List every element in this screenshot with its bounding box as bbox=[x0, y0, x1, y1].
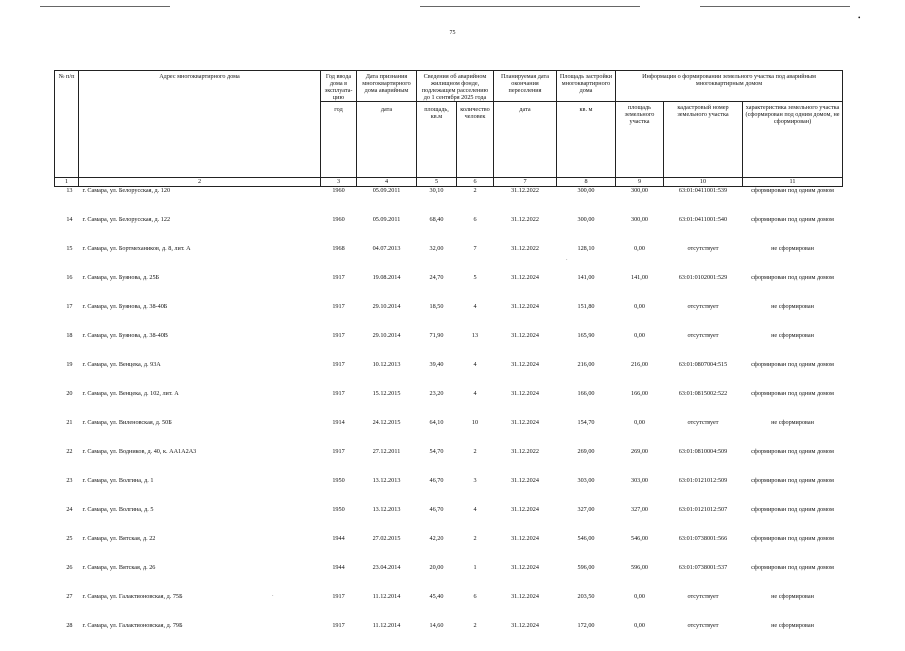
row-building-area: 546,00 bbox=[557, 535, 616, 564]
row-number: 23 bbox=[55, 477, 79, 506]
table-row bbox=[55, 187, 843, 217]
row-area: 54,70 bbox=[417, 448, 457, 477]
row-land-area: 216,00 bbox=[616, 361, 664, 390]
row-status: сформирован под одним домом bbox=[743, 506, 843, 535]
row-planned-date: 31.12.2024 bbox=[494, 303, 557, 332]
row-building-area: 203,50 bbox=[557, 593, 616, 622]
row-people: 6 bbox=[457, 593, 494, 622]
row-area: 39,40 bbox=[417, 361, 457, 390]
row-cadastral: 63:01:0738001:566 bbox=[664, 535, 743, 564]
row-number: 14 bbox=[55, 216, 79, 245]
row-status: сформирован под одним домом bbox=[743, 187, 843, 217]
row-people: 2 bbox=[457, 448, 494, 477]
row-address: г. Самара, ул. Галактионовская, д. 79Б bbox=[79, 622, 321, 651]
row-building-area: 172,00 bbox=[557, 622, 616, 651]
colnum: 5 bbox=[417, 178, 457, 187]
unit-sqm: кв. м bbox=[557, 102, 616, 178]
row-recognition-date: 04.07.2013 bbox=[357, 245, 417, 274]
row-recognition-date: 05.09.2011 bbox=[357, 187, 417, 217]
header-recognition-date: Дата признания многоквартирного дома аварийным bbox=[357, 71, 417, 102]
row-year: 1968 bbox=[321, 245, 357, 274]
table-row bbox=[55, 361, 843, 390]
row-land-area: 0,00 bbox=[616, 245, 664, 274]
row-area: 14,60 bbox=[417, 622, 457, 651]
row-address: г. Самара, ул. Водников, д. 40, к. АА1А2А3 bbox=[79, 448, 321, 477]
unit-year: год bbox=[321, 102, 357, 178]
row-building-area: 300,00 bbox=[557, 216, 616, 245]
scan-dot: • bbox=[858, 14, 860, 22]
row-status: сформирован под одним домом bbox=[743, 448, 843, 477]
row-people: 6 bbox=[457, 216, 494, 245]
row-land-area: 0,00 bbox=[616, 419, 664, 448]
row-area: 46,70 bbox=[417, 477, 457, 506]
row-year: 1917 bbox=[321, 448, 357, 477]
table-row bbox=[55, 332, 843, 361]
table-row bbox=[55, 477, 843, 506]
emergency-housing-table bbox=[54, 70, 843, 651]
unit-area: площадь, кв.м bbox=[417, 102, 457, 178]
colnum: 6 bbox=[457, 178, 494, 187]
row-building-area: 141,00 bbox=[557, 274, 616, 303]
row-year: 1917 bbox=[321, 390, 357, 419]
row-address: г. Самара, ул. Белорусская, д. 120 bbox=[79, 187, 321, 217]
row-year: 1917 bbox=[321, 332, 357, 361]
row-people: 7 bbox=[457, 245, 494, 274]
row-status: сформирован под одним домом bbox=[743, 274, 843, 303]
table-row bbox=[55, 564, 843, 593]
row-status: не сформирован bbox=[743, 303, 843, 332]
row-address: г. Самара, ул. Венцека, д. 93А bbox=[79, 361, 321, 390]
table-row bbox=[55, 303, 843, 332]
row-area: 64,10 bbox=[417, 419, 457, 448]
row-area: 71,90 bbox=[417, 332, 457, 361]
row-recognition-date: 11.12.2014 bbox=[357, 593, 417, 622]
header-num: № п/п bbox=[55, 71, 79, 178]
row-land-area: 0,00 bbox=[616, 622, 664, 651]
row-address: г. Самара, ул. Волгина, д. 5 bbox=[79, 506, 321, 535]
row-area: 23,20 bbox=[417, 390, 457, 419]
row-area: 42,20 bbox=[417, 535, 457, 564]
table-row bbox=[55, 216, 843, 245]
row-area: 30,10 bbox=[417, 187, 457, 217]
row-building-area: 165,90 bbox=[557, 332, 616, 361]
row-planned-date: 31.12.2024 bbox=[494, 506, 557, 535]
table-row bbox=[55, 593, 843, 622]
row-cadastral: отсутствует bbox=[664, 622, 743, 651]
table-row bbox=[55, 390, 843, 419]
row-status: сформирован под одним домом bbox=[743, 361, 843, 390]
row-number: 22 bbox=[55, 448, 79, 477]
row-land-area: 0,00 bbox=[616, 303, 664, 332]
row-area: 46,70 bbox=[417, 506, 457, 535]
row-year: 1917 bbox=[321, 361, 357, 390]
row-planned-date: 31.12.2024 bbox=[494, 535, 557, 564]
row-year: 1960 bbox=[321, 216, 357, 245]
row-area: 32,00 bbox=[417, 245, 457, 274]
row-address: г. Самара, ул. Буянова, д. 38-40Б bbox=[79, 303, 321, 332]
row-building-area: 166,00 bbox=[557, 390, 616, 419]
row-people: 2 bbox=[457, 535, 494, 564]
table-row bbox=[55, 535, 843, 564]
row-building-area: 327,00 bbox=[557, 506, 616, 535]
row-cadastral: 63:01:0102001:529 bbox=[664, 274, 743, 303]
colnum: 3 bbox=[321, 178, 357, 187]
row-cadastral: 63:01:0411001:540 bbox=[664, 216, 743, 245]
row-number: 27 bbox=[55, 593, 79, 622]
row-people: 10 bbox=[457, 419, 494, 448]
header-planned-date: Планируемая дата окончания переселения bbox=[494, 71, 557, 102]
table-row bbox=[55, 622, 843, 651]
row-address: г. Самара, ул. Буянова, д. 38-40В bbox=[79, 332, 321, 361]
table-row bbox=[55, 448, 843, 477]
row-cadastral: 63:01:0738001:537 bbox=[664, 564, 743, 593]
row-address: г. Самара, ул. Венцека, д. 102, лит. А bbox=[79, 390, 321, 419]
header-characteristic: характеристика земельного участка (сформирован под одним домом, не сформирован) bbox=[743, 102, 843, 178]
row-planned-date: 31.12.2024 bbox=[494, 477, 557, 506]
row-building-area: 300,00 bbox=[557, 187, 616, 217]
row-status: сформирован под одним домом bbox=[743, 216, 843, 245]
row-number: 16 bbox=[55, 274, 79, 303]
header-cadastral: кадастровый номер земельного участка bbox=[664, 102, 743, 178]
row-planned-date: 31.12.2024 bbox=[494, 419, 557, 448]
table-body bbox=[55, 187, 843, 651]
row-status: не сформирован bbox=[743, 593, 843, 622]
row-building-area: 128,10 bbox=[557, 245, 616, 274]
header-land-area: площадь земельного участка bbox=[616, 102, 664, 178]
row-cadastral: отсутствует bbox=[664, 419, 743, 448]
row-number: 15 bbox=[55, 245, 79, 274]
row-recognition-date: 29.10.2014 bbox=[357, 303, 417, 332]
row-area: 24,70 bbox=[417, 274, 457, 303]
row-land-area: 0,00 bbox=[616, 593, 664, 622]
row-year: 1944 bbox=[321, 564, 357, 593]
scan-edge-line-right bbox=[700, 6, 850, 7]
colnum: 11 bbox=[743, 178, 843, 187]
unit-date: дата bbox=[357, 102, 417, 178]
row-number: 18 bbox=[55, 332, 79, 361]
row-number: 20 bbox=[55, 390, 79, 419]
row-people: 2 bbox=[457, 187, 494, 217]
row-planned-date: 31.12.2024 bbox=[494, 622, 557, 651]
row-area: 18,50 bbox=[417, 303, 457, 332]
row-land-area: 546,00 bbox=[616, 535, 664, 564]
row-number: 19 bbox=[55, 361, 79, 390]
row-area: 45,40 bbox=[417, 593, 457, 622]
row-people: 4 bbox=[457, 390, 494, 419]
page-number: 75 bbox=[0, 30, 905, 36]
row-people: 4 bbox=[457, 361, 494, 390]
row-planned-date: 31.12.2022 bbox=[494, 216, 557, 245]
row-year: 1917 bbox=[321, 303, 357, 332]
row-building-area: 596,00 bbox=[557, 564, 616, 593]
row-building-area: 154,70 bbox=[557, 419, 616, 448]
row-cadastral: 63:01:0411001:539 bbox=[664, 187, 743, 217]
colnum: 9 bbox=[616, 178, 664, 187]
row-people: 4 bbox=[457, 506, 494, 535]
colnum: 7 bbox=[494, 178, 557, 187]
row-number: 26 bbox=[55, 564, 79, 593]
row-address: г. Самара, ул. Вятская, д. 26 bbox=[79, 564, 321, 593]
row-building-area: 303,00 bbox=[557, 477, 616, 506]
row-planned-date: 31.12.2022 bbox=[494, 187, 557, 217]
row-year: 1914 bbox=[321, 419, 357, 448]
row-status: сформирован под одним домом bbox=[743, 535, 843, 564]
row-land-area: 300,00 bbox=[616, 187, 664, 217]
row-area: 20,00 bbox=[417, 564, 457, 593]
row-building-area: 151,80 bbox=[557, 303, 616, 332]
header-year: Год ввода дома в эксплуата-цию bbox=[321, 71, 357, 102]
row-cadastral: отсутствует bbox=[664, 332, 743, 361]
row-planned-date: 31.12.2024 bbox=[494, 332, 557, 361]
row-area: 68,40 bbox=[417, 216, 457, 245]
row-recognition-date: 13.12.2013 bbox=[357, 506, 417, 535]
header-fund-info: Сведения об аварийном жилищном фонде, подлежащем расселению до 1 сентября 2025 года bbox=[417, 71, 494, 102]
row-cadastral: отсутствует bbox=[664, 593, 743, 622]
row-recognition-date: 24.12.2015 bbox=[357, 419, 417, 448]
row-recognition-date: 10.12.2013 bbox=[357, 361, 417, 390]
row-year: 1917 bbox=[321, 622, 357, 651]
row-cadastral: 63:01:0121012:507 bbox=[664, 506, 743, 535]
row-number: 25 bbox=[55, 535, 79, 564]
row-recognition-date: 23.04.2014 bbox=[357, 564, 417, 593]
table-row bbox=[55, 419, 843, 448]
table-row bbox=[55, 274, 843, 303]
row-cadastral: 63:01:0807004:515 bbox=[664, 361, 743, 390]
row-recognition-date: 11.12.2014 bbox=[357, 622, 417, 651]
row-planned-date: 31.12.2024 bbox=[494, 390, 557, 419]
row-number: 28 bbox=[55, 622, 79, 651]
header-address: Адрес многоквартирного дома bbox=[79, 71, 321, 178]
row-address: г. Самара, ул. Виленовская, д. 50Б bbox=[79, 419, 321, 448]
row-number: 21 bbox=[55, 419, 79, 448]
header-building-area: Площадь застройки многоквартирного дома bbox=[557, 71, 616, 102]
row-land-area: 141,00 bbox=[616, 274, 664, 303]
row-land-area: 0,00 bbox=[616, 332, 664, 361]
row-year: 1960 bbox=[321, 187, 357, 217]
scan-dot: · bbox=[272, 594, 274, 599]
row-year: 1944 bbox=[321, 535, 357, 564]
colnum: 10 bbox=[664, 178, 743, 187]
colnum: 1 bbox=[55, 178, 79, 187]
row-cadastral: отсутствует bbox=[664, 245, 743, 274]
row-recognition-date: 29.10.2014 bbox=[357, 332, 417, 361]
row-land-area: 303,00 bbox=[616, 477, 664, 506]
scan-dot: · bbox=[566, 258, 568, 263]
row-planned-date: 31.12.2024 bbox=[494, 564, 557, 593]
row-address: г. Самара, ул. Буянова, д. 25Б bbox=[79, 274, 321, 303]
unit-planned-date: дата bbox=[494, 102, 557, 178]
row-year: 1917 bbox=[321, 274, 357, 303]
row-year: 1950 bbox=[321, 477, 357, 506]
row-building-area: 269,00 bbox=[557, 448, 616, 477]
row-cadastral: 63:01:0810004:509 bbox=[664, 448, 743, 477]
row-year: 1950 bbox=[321, 506, 357, 535]
row-land-area: 269,00 bbox=[616, 448, 664, 477]
row-people: 1 bbox=[457, 564, 494, 593]
row-recognition-date: 05.09.2011 bbox=[357, 216, 417, 245]
row-year: 1917 bbox=[321, 593, 357, 622]
row-status: не сформирован bbox=[743, 622, 843, 651]
row-recognition-date: 13.12.2013 bbox=[357, 477, 417, 506]
row-recognition-date: 19.08.2014 bbox=[357, 274, 417, 303]
scan-edge-line-left bbox=[40, 6, 170, 7]
row-people: 5 bbox=[457, 274, 494, 303]
row-cadastral: 63:01:0121012:509 bbox=[664, 477, 743, 506]
row-land-area: 300,00 bbox=[616, 216, 664, 245]
colnum: 2 bbox=[79, 178, 321, 187]
row-status: не сформирован bbox=[743, 332, 843, 361]
header-land-info: Информация о формировании земельного участка под аварийным многоквартирным домом bbox=[616, 71, 843, 102]
row-address: г. Самара, ул. Галактионовская, д. 75Б bbox=[79, 593, 321, 622]
row-people: 2 bbox=[457, 622, 494, 651]
table-row bbox=[55, 245, 843, 274]
row-recognition-date: 15.12.2015 bbox=[357, 390, 417, 419]
row-planned-date: 31.12.2024 bbox=[494, 593, 557, 622]
scan-edge-line-mid bbox=[420, 6, 640, 7]
row-number: 13 bbox=[55, 187, 79, 217]
row-status: сформирован под одним домом bbox=[743, 390, 843, 419]
row-address: г. Самара, ул. Белорусская, д. 122 bbox=[79, 216, 321, 245]
row-people: 4 bbox=[457, 303, 494, 332]
colnum: 8 bbox=[557, 178, 616, 187]
row-planned-date: 31.12.2024 bbox=[494, 274, 557, 303]
row-status: сформирован под одним домом bbox=[743, 477, 843, 506]
row-recognition-date: 27.12.2011 bbox=[357, 448, 417, 477]
row-address: г. Самара, ул. Вятская, д. 22 bbox=[79, 535, 321, 564]
row-people: 3 bbox=[457, 477, 494, 506]
colnum: 4 bbox=[357, 178, 417, 187]
table-row bbox=[55, 506, 843, 535]
row-cadastral: 63:01:0815002:522 bbox=[664, 390, 743, 419]
row-people: 13 bbox=[457, 332, 494, 361]
row-cadastral: отсутствует bbox=[664, 303, 743, 332]
row-planned-date: 31.12.2024 bbox=[494, 361, 557, 390]
unit-people: количество человек bbox=[457, 102, 494, 178]
row-recognition-date: 27.02.2015 bbox=[357, 535, 417, 564]
row-land-area: 596,00 bbox=[616, 564, 664, 593]
row-status: не сформирован bbox=[743, 419, 843, 448]
row-address: г. Самара, ул. Волгина, д. 1 bbox=[79, 477, 321, 506]
row-building-area: 216,00 bbox=[557, 361, 616, 390]
row-number: 17 bbox=[55, 303, 79, 332]
row-number: 24 bbox=[55, 506, 79, 535]
row-land-area: 327,00 bbox=[616, 506, 664, 535]
row-status: сформирован под одним домом bbox=[743, 564, 843, 593]
row-address: г. Самара, ул. Бортмехаников, д. 8, лит. А bbox=[79, 245, 321, 274]
row-planned-date: 31.12.2022 bbox=[494, 245, 557, 274]
row-status: не сформирован bbox=[743, 245, 843, 274]
row-planned-date: 31.12.2022 bbox=[494, 448, 557, 477]
row-land-area: 166,00 bbox=[616, 390, 664, 419]
